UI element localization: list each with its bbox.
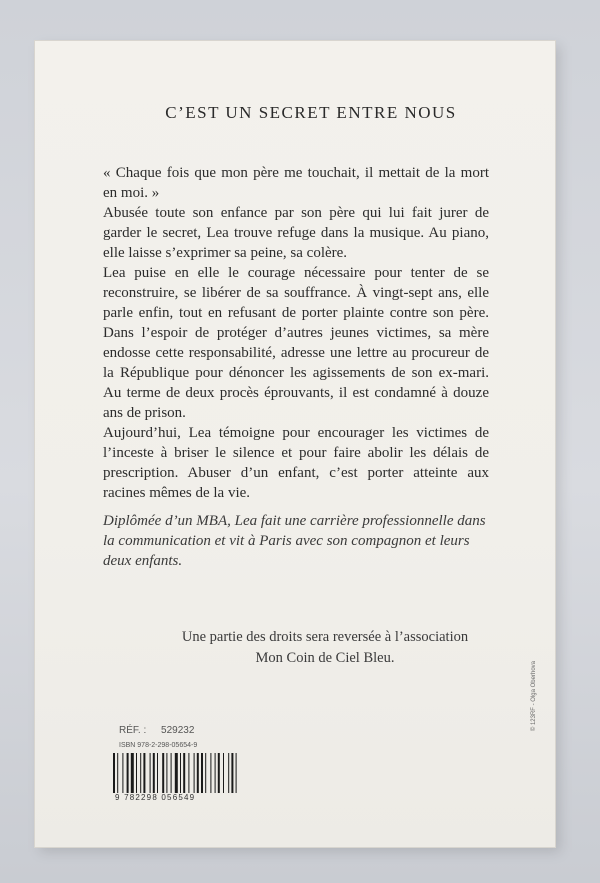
blurb-paragraph: Lea puise en elle le courage nécessaire pour tenter de se reconstruire, se libérer de sa souffrance. À vingt-sept ans, elle parle enfin, tout en refusant de porter plainte contre son père. Dans l’espoir de protéger d’autres jeunes victimes, sa mère endosse cette responsabilité, adresse une lettre au procureur de la République pour dénoncer les agissements de son ex-mari. Au terme de deux procès éprouvants, il est condamné à douze ans de prison. [103,265,489,421]
blurb [103,163,489,503]
association-name: Mon Coin de Ciel Bleu. [255,650,395,666]
ref-label: RÉF. : [119,725,147,736]
author-bio [103,511,489,571]
quote-paragraph: « Chaque fois que mon père me touchait, il mettait de la mort en moi. » [103,165,489,201]
book-title: C’EST UN SECRET ENTRE NOUS [165,103,457,122]
author-bio-text: Diplômée d’un MBA, Lea fait une carrière professionnelle dans la communication et vit à Paris avec son compagnon et leurs deux enfants. [103,513,486,569]
isbn-text: ISBN 978-2-298-05654-9 [119,742,198,749]
rights-notice [95,627,555,669]
barcode-digits: 9 782298 056549 [115,793,196,802]
ref-value: 529232 [161,725,195,736]
blurb-paragraph: Aujourd’hui, Lea témoigne pour encourager les victimes de l’inceste à briser le silence et pour faire abolir les délais de prescription. Abuser d’un enfant, c’est porter atteinte aux racines mêmes de la vie. [103,425,489,501]
photo-credit: © 123RF - Olga Oberhova [531,661,537,732]
reference [119,725,194,736]
blurb-paragraph: Abusée toute son enfance par son père qui lui fait jurer de garder le secret, Lea trouve refuge dans la musique. Au piano, elle laisse s’exprimer sa peine, sa colère. [103,205,489,261]
rights-line: Une partie des droits sera reversée à l’association [181,629,469,645]
book-back-cover [34,40,556,848]
barcode [113,753,245,793]
